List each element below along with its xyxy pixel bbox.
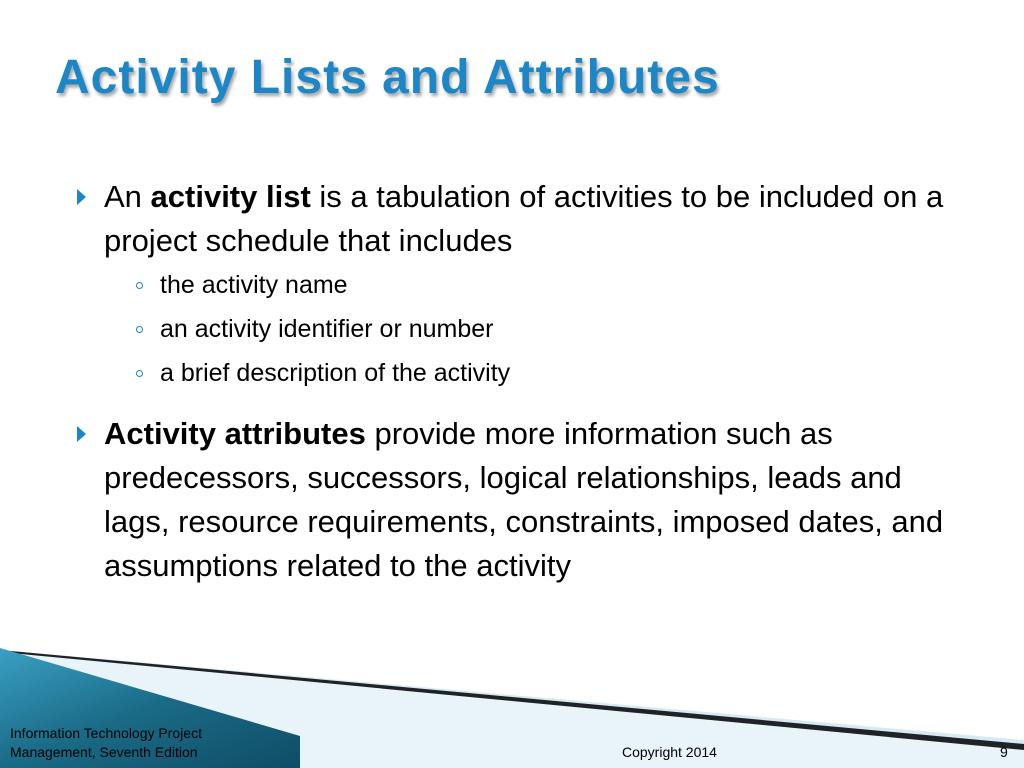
bullet-activity-attributes [75,412,975,588]
sub-bullet-item [132,307,975,351]
sub-bullet-text: a brief description of the activity [160,359,511,387]
right-triangle-icon [77,189,86,205]
ring-icon [136,370,143,377]
sub-bullet-text: an activity identifier or number [160,315,494,343]
bullet-list [75,175,975,588]
slide-title: Activity Lists and Attributes [55,51,720,104]
sub-bullet-list [104,263,975,395]
bullet-text: provide more information such as predecessors, successors, logical relationships, leads and lags, resource requirements, constraints, imposed dates, and assumptions related to the activity [104,416,944,583]
sub-bullet-item [132,351,975,395]
bullet-prefix: An [104,179,151,214]
bullet-term: Activity attributes [104,416,366,451]
sub-bullet-item [132,263,975,307]
footer-book-line: Management, Seventh Edition [10,744,198,760]
sub-bullet-text: the activity name [160,271,348,299]
bullet-activity-list [75,175,975,395]
ring-icon [136,282,143,289]
bullet-text: is a tabulation of activities to be included on a project schedule that includes [104,179,944,258]
footer-copyright: Copyright 2014 [622,744,717,760]
right-triangle-icon [77,426,86,442]
footer-book-title [10,724,202,762]
page-number: 9 [1000,744,1008,760]
footer-book-line: Information Technology Project [10,725,202,741]
bullet-term: activity list [150,179,311,214]
ring-icon [136,326,143,333]
